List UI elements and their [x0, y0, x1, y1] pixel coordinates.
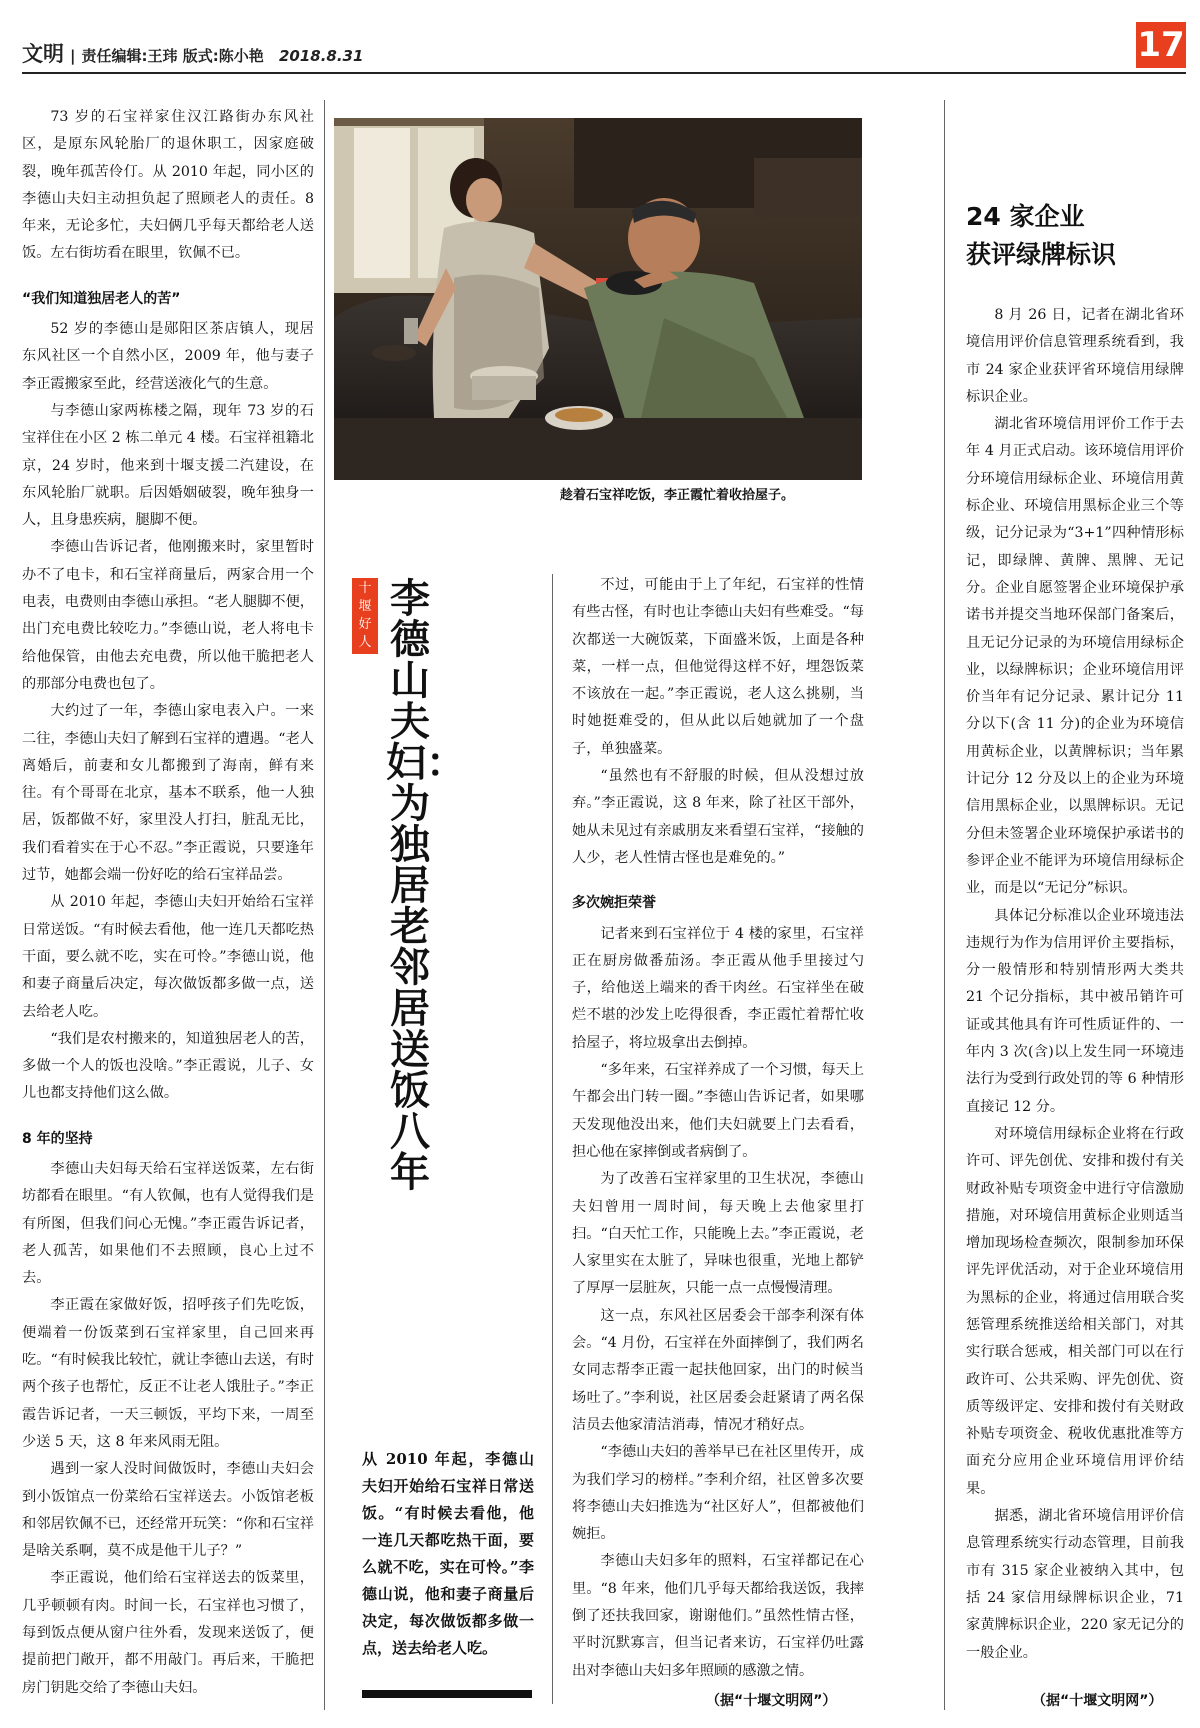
body-paragraph: 52 岁的李德山是郧阳区茶店镇人，现居东风社区一个自然小区，2009 年，他与妻子李正霞搬家至此，经营送液化气的生意。 — [22, 321, 314, 392]
body-paragraph: 为了改善石宝祥家里的卫生状况，李德山夫妇曾用一周时间，每天晚上去他家里打扫。“白天忙工作，只能晚上去。”李正霞说，老人家里实在太脏了，异味也很重，光地上都铲了厚厚一层脏灰，只能一点一点慢慢清理。 — [572, 1171, 864, 1297]
article-column-3 — [572, 572, 864, 1685]
pull-quote-bar — [362, 1690, 532, 1698]
body-paragraph: 8 月 26 日，记者在湖北省环境信用评价信息管理系统看到，我市 24 家企业获评省环境信用绿牌标识企业。 — [966, 307, 1184, 405]
body-paragraph: 湖北省环境信用评价工作于去年 4 月正式启动。该环境信用评价分环境信用绿标企业、环境信用黄标企业、环境信用黑标企业三个等级，记分记录为“3+1”四种情形标记，即绿牌、黄牌、黑牌、无记分。企业自愿签署企业环境保护承诺书并提交当地环保部门备案后，且无记分记录的为环境信用绿标企业，以绿牌标识；企业环境信用评价当年有记分记录、累计记分 11 分以下(含 11 分)的企业为环境信用黄标企业，以黄牌标识；当年累计记分 12 分及以上的企业为环境信用黑标企业，以黑牌标识。无记分但未签署企业环境保护承诺书的参评企业不能评为环境信用绿标企业，而是以“无记分”标识。 — [966, 416, 1184, 897]
article-title: 李德山夫妇：为独居老邻居送饭八年 — [386, 575, 466, 1196]
article-column-1 — [22, 104, 314, 1702]
body-paragraph: 李德山夫妇每天给石宝祥送饭菜，左右街坊都看在眼里。“有人钦佩，也有人觉得我们是有所图，但我们问心无愧。”李正霞告诉记者，老人孤苦，如果他们不去照顾，良心上过不去。 — [22, 1160, 314, 1287]
section-heading: “我们知道独居老人的苦” — [22, 290, 181, 307]
body-paragraph: 不过，可能由于上了年纪，石宝祥的性情有些古怪，有时也让李德山夫妇有些难受。“每次都送一大碗饭菜，下面盛米饭，上面是各种菜，一样一点，但他觉得这样不好，埋怨饭菜不该放在一起。”李正霞说，老人这么挑剔，当时她挺难受的，但从此以后她就加了一个盘子，单独盛菜。 — [572, 577, 864, 757]
side-article-source: （据“十堰文明网”） — [1032, 1693, 1163, 1709]
body-paragraph: 记者来到石宝祥位于 4 楼的家里，石宝祥正在厨房做番茄汤。李正霞从他手里接过勺子，给他送上端来的香干肉丝。石宝祥坐在破烂不堪的沙发上吃得很香，李正霞忙着帮忙收拾屋子，将垃圾拿出去倒掉。 — [572, 925, 864, 1051]
body-paragraph: 据悉，湖北省环境信用评价信息管理系统实行动态管理，目前我市有 315 家企业被纳入其中，包括 24 家信用绿牌标识企业，71 家黄牌标识企业，220 家无记分的一般企业。 — [966, 1508, 1184, 1661]
column-tag: 十堰好人 — [352, 578, 378, 654]
header-separator: | — [70, 47, 76, 65]
photo-caption: 趁着石宝祥吃饭，李正霞忙着收拾屋子。 — [560, 488, 795, 503]
section-name: 文明 — [22, 42, 64, 66]
main-article-source: （据“十堰文明网”） — [706, 1693, 837, 1709]
body-paragraph: 73 岁的石宝祥家住汉江路街办东风社区，是原东风轮胎厂的退休职工，因家庭破裂，晚年孤苦伶仃。从 2010 年起，同小区的李德山夫妇主动担负起了照顾老人的责任。8 年来，无论多忙，夫妇俩几乎每天都给老人送饭。左右街坊看在眼里，钦佩不已。 — [22, 109, 314, 262]
body-paragraph: 李德山夫妇多年的照料，石宝祥都记在心里。“8 年来，他们几乎每天都给我送饭，我摔倒了还扶我回家，谢谢他们。”虽然性情古怪，平时沉默寡言，但当记者来访，石宝祥仍吐露出对李德山夫妇多年照顾的感激之情。 — [572, 1553, 864, 1679]
pull-quote: 从 2010 年起，李德山夫妇开始给石宝祥日常送饭。“有时候去看他，他一连几天都吃热干面，要么就不吃，实在可怜。”李德山说，他和妻子商量后决定，每次做饭都多做一点，送去给老人吃。 — [362, 1450, 534, 1657]
body-paragraph: “我们是农村搬来的，知道独居老人的苦，多做一个人的饭也没啥。”李正霞说，儿子、女儿也都支持他们这么做。 — [22, 1030, 314, 1102]
section-heading: 8 年的坚持 — [22, 1130, 93, 1147]
issue-date: 2018.8.31 — [278, 47, 364, 65]
body-paragraph: 与李德山家两栋楼之隔，现年 73 岁的石宝祥住在小区 2 栋二单元 4 楼。石宝祥祖籍北京，24 岁时，他来到十堰支援二汽建设，在东风轮胎厂就职。后因婚姻破裂，晚年独身一人，且身患疾病，腿脚不便。 — [22, 402, 314, 529]
column-divider — [324, 100, 325, 1710]
body-paragraph: “李德山夫妇的善举早已在社区里传开，成为我们学习的榜样。”李利介绍，社区曾多次要将李德山夫妇推选为“社区好人”，但都被他们婉拒。 — [572, 1444, 864, 1543]
page-header — [22, 38, 363, 68]
body-paragraph: “虽然也有不舒服的时候，但从没想过放弃。”李正霞说，这 8 年来，除了社区干部外，她从未见过有亲戚朋友来看望石宝祥，“接触的人少，老人性情古怪也是难免的。” — [572, 768, 864, 866]
side-article-body — [966, 302, 1184, 1667]
body-paragraph: 这一点，东风社区居委会干部李利深有体会。“4 月份，石宝祥在外面摔倒了，我们两名女同志帮李正霞一起扶他回家，出门的时候当场吐了。”李利说，社区居委会赶紧请了两名保洁员去他家清洁消毒，情况才稍好点。 — [572, 1307, 864, 1433]
column-divider — [944, 100, 945, 1710]
body-paragraph: 遇到一家人没时间做饭时，李德山夫妇会到小饭馆点一份菜给石宝祥送去。小饭馆老板和邻居钦佩不已，还经常开玩笑：“你和石宝祥是啥关系啊，莫不成是他干儿子？” — [22, 1461, 314, 1560]
body-paragraph: 从 2010 年起，李德山夫妇开始给石宝祥日常送饭。“有时候去看他，他一连几天都吃热干面，要么就不吃，实在可怜。”李德山说，他和妻子商量后决定，每次做饭都多做一点，送去给老人吃。 — [22, 894, 314, 1020]
editor-credits: 责任编辑:王玮 版式:陈小艳 — [81, 47, 264, 65]
body-paragraph: 具体记分标准以企业环境违法违规行为作为信用评价主要指标，分一般情形和特别情形两大类共 21 个记分指标，其中被吊销许可证或其他具有许可性质证件的、一年内 3 次(含)以上发生同一环境违法行为受到行政处罚的等 6 种情形直接记 12 分。 — [966, 907, 1184, 1115]
body-paragraph: “多年来，石宝祥养成了一个习惯，每天上午都会出门转一圈。”李德山告诉记者，如果哪天发现他没出来，他们夫妇就要上门去看看，担心他在家摔倒或者病倒了。 — [572, 1062, 864, 1160]
header-rule — [22, 72, 1186, 74]
side-title-line-1: 24 家企业 — [966, 202, 1085, 231]
body-paragraph: 大约过了一年，李德山家电表入户。一来二往，李德山夫妇了解到石宝祥的遭遇。“老人离婚后，前妻和女儿都搬到了海南，鲜有来往。有个哥哥在北京，基本不联系，他一人独居，饭都做不好，家里没人打扫，脏乱无比，我们看着实在于心不忍。”李正霞说，只要逢年过节，她都会端一份好吃的给石宝祥品尝。 — [22, 703, 314, 884]
body-paragraph: 李正霞说，他们给石宝祥送去的饭菜里，几乎顿顿有肉。时间一长，石宝祥也习惯了，每到饭点便从窗户往外看，发现来送饭了，便提前把门敞开，都不用敲门。再后来，干脆把房门钥匙交给了李德山夫妇。 — [22, 1570, 314, 1696]
section-heading: 多次婉拒荣誉 — [572, 895, 656, 912]
side-title-line-2: 获评绿牌标识 — [966, 240, 1117, 269]
column-divider — [552, 574, 553, 1704]
body-paragraph: 李德山告诉记者，他刚搬来时，家里暂时办不了电卡，和石宝祥商量后，两家合用一个电表，电费则由李德山承担。“老人腿脚不便，出门充电费比较吃力。”李德山说，老人将电卡给他保管，由他去充电费，所以他干脆把老人的那部分电费也包了。 — [22, 539, 314, 692]
side-article-title — [966, 198, 1116, 274]
article-photo — [334, 118, 862, 480]
page-number: 17 — [1136, 22, 1186, 68]
body-paragraph: 对环境信用绿标企业将在行政许可、评先创优、安排和拨付有关财政补贴专项资金中进行守信激励措施，对环境信用黄标企业则适当增加现场检查频次，限制参加环保评先评优活动，对于企业环境信用为黑标的企业，将通过信用联合奖惩管理系统推送给相关部门，对其实行联合惩戒，相关部门可以在行政许可、公共采购、评先创优、资质等级评定、安排和拨付有关财政补贴专项资金、税收优惠批准等方面充分应用企业环境信用评价结果。 — [966, 1125, 1184, 1497]
body-paragraph: 李正霞在家做好饭，招呼孩子们先吃饭，便端着一份饭菜到石宝祥家里，自己回来再吃。“有时候我比较忙，就让李德山去送，有时两个孩子也帮忙，反正不让老人饿肚子。”李正霞告诉记者，一天三顿饭，平均下来，一周至少送 5 天，这 8 年来风雨无阻。 — [22, 1297, 314, 1450]
